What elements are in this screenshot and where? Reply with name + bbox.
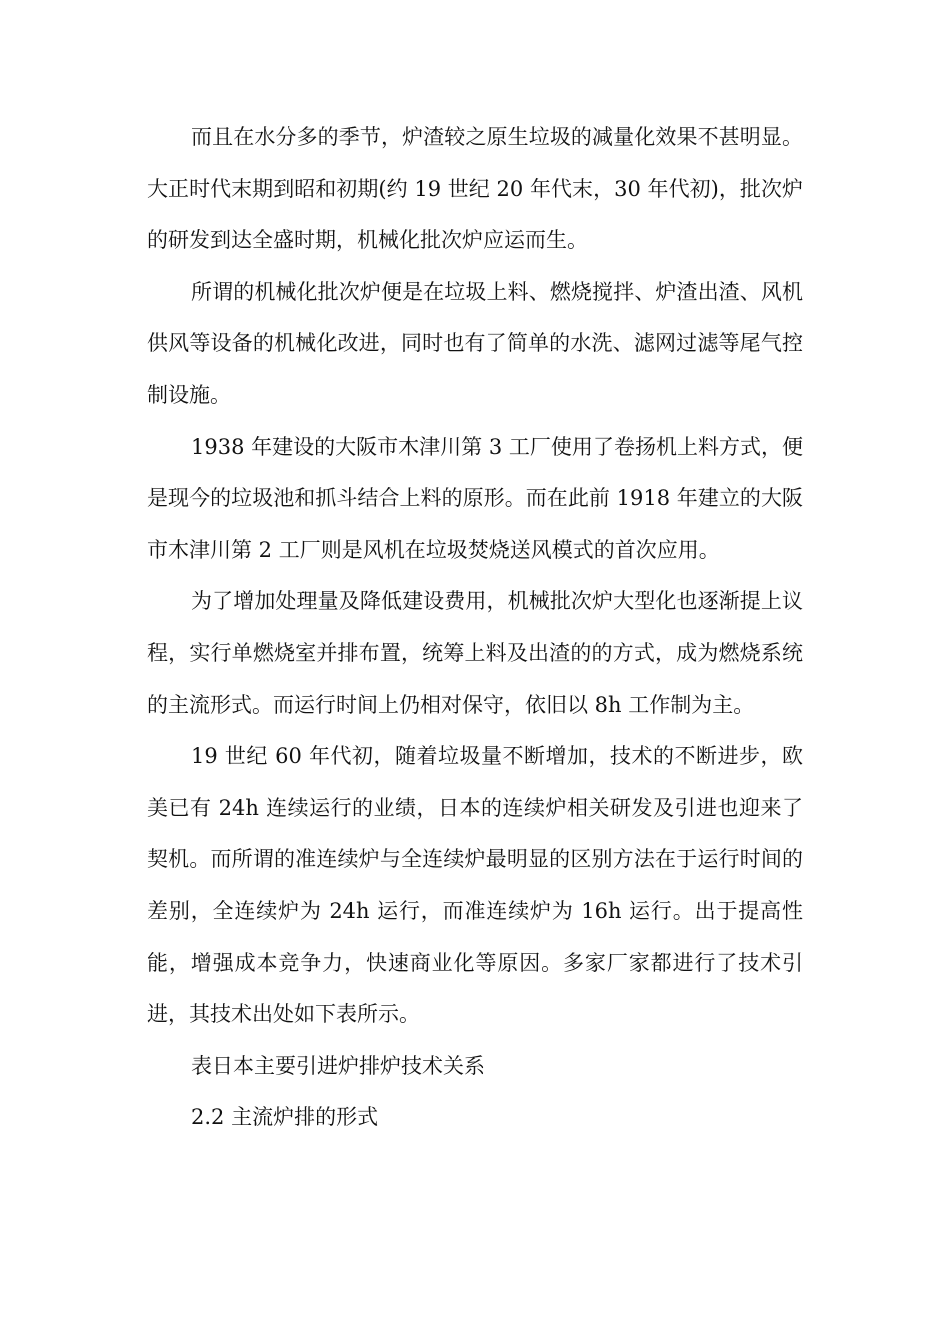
section-heading: 2.2 主流炉排的形式 <box>191 1105 379 1130</box>
paragraph-3: 1938 年建设的大阪市木津川第 3 工厂使用了卷扬机上料方式，便是现今的垃圾池和抓斗结合上料的原形。而在此前 1918 年建立的大阪市木津川第 2 工厂则是风机在垃圾焚烧送风模式的首次应用。 <box>147 434 803 562</box>
paragraph-5: 19 世纪 60 年代初，随着垃圾量不断增加，技术的不断进步，欧美已有 24h 连续运行的业绩，日本的连续炉相关研发及引进也迎来了契机。而所谓的准连续炉与全连续炉最明显的区别方法在于运行时间的差别，全连续炉为 24h 运行，而准连续炉为 16h 运行。出于提高性能，增强成本竞争力，快速商业化等原因。多家厂家都进行了技术引进，其技术出处如下表所示。 <box>147 744 803 1027</box>
paragraph-4: 为了增加处理量及降低建设费用，机械批次炉大型化也逐渐提上议程，实行单燃烧室并排布置，统筹上料及出渣的的方式，成为燃烧系统的主流形式。而运行时间上仍相对保守，依旧以 8h 工作制为主。 <box>147 589 803 717</box>
document-page <box>147 112 803 1144</box>
table-caption: 表日本主要引进炉排炉技术关系 <box>191 1053 485 1078</box>
paragraph-1: 而且在水分多的季节，炉渣较之原生垃圾的减量化效果不甚明显。大正时代末期到昭和初期(约 19 世纪 20 年代末，30 年代初)，批次炉的研发到达全盛时期，机械化批次炉应运而生。 <box>147 125 803 253</box>
paragraph-2: 所谓的机械化批次炉便是在垃圾上料、燃烧搅拌、炉渣出渣、风机供风等设备的机械化改进，同时也有了简单的水洗、滤网过滤等尾气控制设施。 <box>147 279 803 407</box>
